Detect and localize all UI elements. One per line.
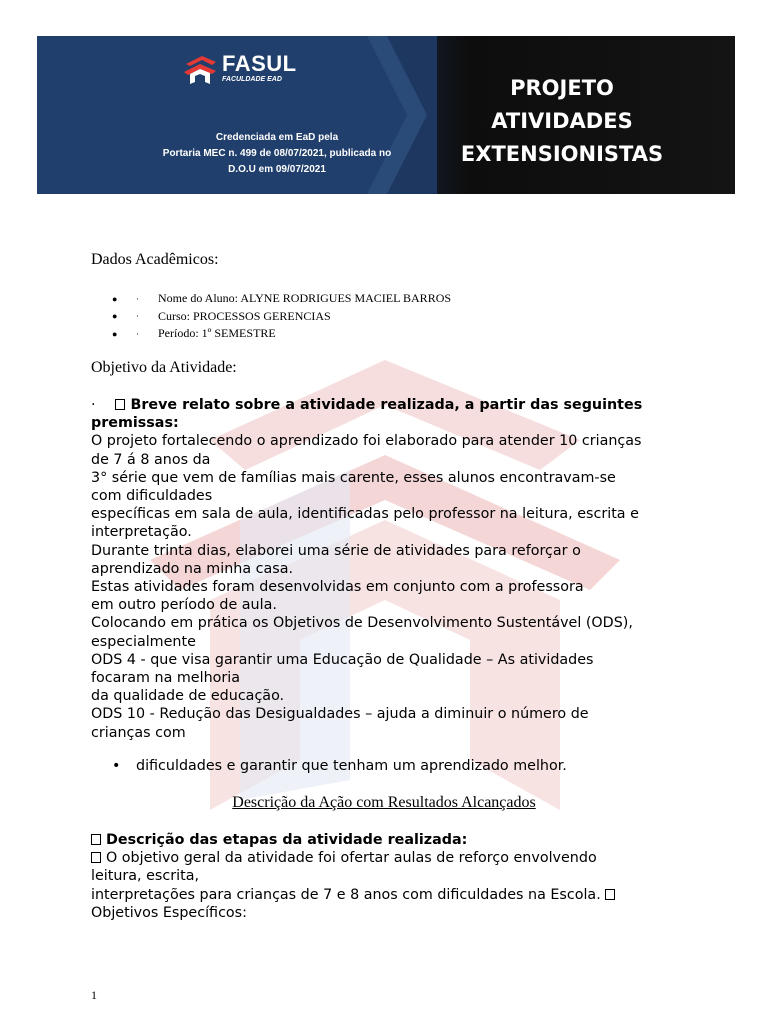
description-title: Descrição da Ação com Resultados Alcançados [232, 794, 536, 811]
text-line: específicas em sala de aula, identificadas pelo professor na leitura, escrita e [91, 506, 639, 523]
text-line: Estas atividades foram desenvolvidas em conjunto com a professora [91, 579, 584, 596]
academic-heading: Dados Acadêmicos: [91, 251, 219, 268]
text-line [91, 849, 691, 867]
dot-icon: · [136, 328, 139, 339]
goals-list [112, 757, 567, 775]
bullet-icon: • [112, 758, 121, 774]
bullet-icon: ● [112, 311, 118, 322]
dot-icon: · [136, 293, 139, 304]
premises-line [91, 396, 691, 414]
text-line: em outro período de aula. [91, 597, 277, 614]
objective-heading: Objetivo da Atividade: [91, 359, 237, 376]
text-line: leitura, escrita, [91, 868, 200, 885]
dot-icon: · [136, 311, 139, 322]
objective-text [91, 396, 691, 742]
general-objective: O objetivo geral da atividade foi ofertar aulas de reforço envolvendo [106, 850, 597, 867]
academic-list [112, 290, 451, 343]
missing-glyph-icon [91, 834, 101, 845]
accreditation-line: Credenciada em EaD pela [215, 132, 339, 143]
period: Período: 1º SEMESTRE [158, 326, 276, 341]
project-title-line: PROJETO [510, 76, 614, 100]
steps-heading-line [91, 831, 691, 849]
text-line: aprendizado na minha casa. [91, 560, 294, 577]
text-line: O projeto fortalecendo o aprendizado foi elaborado para atender 10 crianças [91, 433, 642, 450]
text-line: interpretação. [91, 524, 192, 541]
text-line: Colocando em prática os Objetivos de Desenvolvimento Sustentável (ODS), [91, 615, 633, 632]
course-name: Curso: PROCESSOS GERENCIAS [158, 308, 331, 323]
project-title-line: ATIVIDADES [491, 109, 633, 133]
missing-glyph-icon [115, 399, 125, 410]
text-line [91, 886, 691, 904]
text-line: da qualidade de educação. [91, 688, 285, 705]
text-line: ODS 4 - que visa garantir uma Educação de Qualidade – As atividades [91, 651, 594, 668]
premises-title-cont: premissas: [91, 415, 179, 432]
text-line: de 7 á 8 anos da [91, 451, 211, 468]
text-span: interpretações para crianças de 7 e 8 anos com dificuldades na Escola. [91, 886, 601, 903]
text-line: Objetivos Específicos: [91, 904, 247, 921]
premises-title: Breve relato sobre a atividade realizada, a partir das seguintes [130, 397, 643, 413]
list-item [112, 325, 451, 343]
accreditation-line: D.O.U em 09/07/2021 [228, 164, 326, 175]
project-title-line: EXTENSIONISTAS [460, 142, 664, 166]
text-line: ODS 10 - Redução das Desigualdades – ajuda a diminuir o número de [91, 706, 589, 723]
text-line: Durante trinta dias, elaborei uma série de atividades para reforçar o [91, 542, 581, 559]
logo-subtitle: FACULDADE EAD [222, 76, 282, 83]
bullet-icon: ● [112, 328, 118, 339]
accreditation-line: Portaria MEC n. 499 de 08/07/2021, publicada no [162, 148, 392, 159]
list-item [112, 308, 451, 326]
text-line: 3° série que vem de famílias mais carente, esses alunos encontravam-se [91, 469, 616, 486]
list-item: dificuldades e garantir que tenham um aprendizado melhor. [136, 758, 567, 774]
missing-glyph-icon [605, 889, 615, 900]
text-line: focaram na melhoria [91, 670, 240, 687]
dot-icon: · [91, 397, 96, 413]
list-item [112, 290, 451, 308]
bullet-icon: ● [112, 293, 118, 304]
text-line: especialmente [91, 633, 196, 650]
student-name: Nome do Aluno: ALYNE RODRIGUES MACIEL BARROS [158, 291, 452, 306]
missing-glyph-icon [91, 852, 101, 863]
page-number: 1 [91, 988, 97, 1002]
description-text [91, 831, 691, 922]
steps-heading: Descrição das etapas da atividade realizada: [106, 832, 468, 848]
text-line: crianças com [91, 724, 186, 741]
text-line: com dificuldades [91, 488, 213, 505]
logo-name: FASUL [222, 51, 297, 76]
